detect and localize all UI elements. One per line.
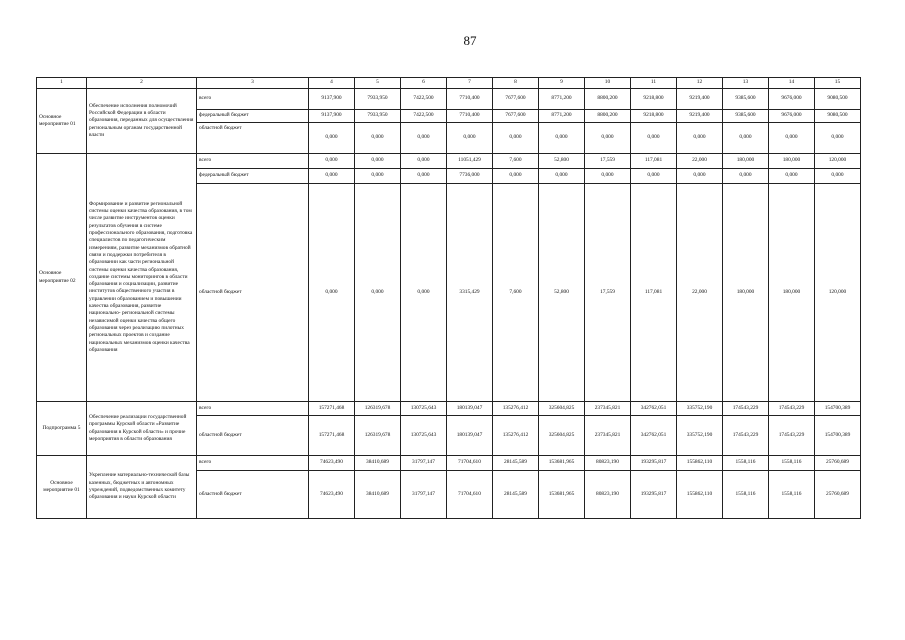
column-header: 6 bbox=[401, 78, 447, 89]
value-cell: 71704,610 bbox=[447, 456, 493, 471]
column-header: 9 bbox=[539, 78, 585, 89]
value-cell: 0,000 bbox=[677, 169, 723, 184]
value-cell: 17,559 bbox=[585, 154, 631, 169]
value-cell: 9219,400 bbox=[677, 89, 723, 110]
column-header: 13 bbox=[723, 78, 769, 89]
column-header: 5 bbox=[355, 78, 401, 89]
value-cell: 335752,190 bbox=[677, 402, 723, 416]
value-cell: 7,600 bbox=[493, 184, 539, 402]
value-cell: 180,000 bbox=[769, 184, 815, 402]
value-cell: 180139,047 bbox=[447, 402, 493, 416]
value-cell: 0,000 bbox=[631, 169, 677, 184]
value-cell: 0,000 bbox=[493, 123, 539, 154]
value-cell: 9385,600 bbox=[723, 110, 769, 123]
value-cell: 0,000 bbox=[355, 169, 401, 184]
value-cell: 0,000 bbox=[401, 169, 447, 184]
value-cell: 0,000 bbox=[493, 169, 539, 184]
table-row bbox=[37, 456, 861, 471]
value-cell: 0,000 bbox=[309, 123, 355, 154]
program-name: Основное мероприятие 01 bbox=[37, 89, 87, 154]
program-description: Формирование и развитие региональной системы оценки качества образования, в том числе развитие инструментов оценки результатов обучения в системе профессионального образования, подготовка специалистов по педагогическим измерениям, развитие механизмов обратной связи и поддержки потребителя в образовании как части региональной системы оценки качества образования, создание системы мониторингов в области образования и социализации, развитие институтов общественного участия в управлении образованием и повышении качества образования, развитие национально- региональной системы независимой оценки качества общего образования через реализацию пилотных региональных проектов и создание национальных механизмов оценки качества образования bbox=[87, 154, 197, 402]
program-description: Укрепление материально-технической базы казенных, бюджетных и автономных учреждений, подведомственных комитету образования и науки Курской области bbox=[87, 456, 197, 519]
value-cell: 0,000 bbox=[309, 169, 355, 184]
value-cell: 9080,500 bbox=[815, 89, 861, 110]
value-cell: 9218,800 bbox=[631, 89, 677, 110]
value-cell: 0,000 bbox=[677, 123, 723, 154]
value-cell: 155862,110 bbox=[677, 471, 723, 519]
value-cell: 237345,821 bbox=[585, 402, 631, 416]
value-cell: 342762,051 bbox=[631, 416, 677, 456]
value-cell: 25760,689 bbox=[815, 471, 861, 519]
value-cell: 8771,200 bbox=[539, 110, 585, 123]
value-cell: 174543,229 bbox=[723, 416, 769, 456]
program-description: Обеспечение реализации государственной программы Курской области «Развитие образования в Курской области» и прочие мероприятия в области образования bbox=[87, 402, 197, 456]
table-row bbox=[37, 154, 861, 169]
value-cell: 0,000 bbox=[815, 123, 861, 154]
column-header: 2 bbox=[87, 78, 197, 89]
value-cell: 11051,429 bbox=[447, 154, 493, 169]
funding-source: федеральный бюджет bbox=[197, 110, 309, 123]
value-cell: 9218,800 bbox=[631, 110, 677, 123]
value-cell: 0,000 bbox=[769, 169, 815, 184]
column-header: 12 bbox=[677, 78, 723, 89]
value-cell: 71704,610 bbox=[447, 471, 493, 519]
value-cell: 7677,600 bbox=[493, 89, 539, 110]
value-cell: 7710,400 bbox=[447, 89, 493, 110]
value-cell: 3315,429 bbox=[447, 184, 493, 402]
funding-source: всего bbox=[197, 89, 309, 110]
value-cell: 9137,900 bbox=[309, 89, 355, 110]
value-cell: 8800,200 bbox=[585, 89, 631, 110]
value-cell: 174543,229 bbox=[769, 416, 815, 456]
value-cell: 180,000 bbox=[769, 154, 815, 169]
column-header: 1 bbox=[37, 78, 87, 89]
program-name: Основное мероприятие 01 bbox=[37, 456, 87, 519]
value-cell: 0,000 bbox=[401, 154, 447, 169]
value-cell: 325604,825 bbox=[539, 402, 585, 416]
value-cell: 130725,643 bbox=[401, 402, 447, 416]
value-cell: 120,000 bbox=[815, 154, 861, 169]
value-cell: 9676,000 bbox=[769, 110, 815, 123]
column-header: 10 bbox=[585, 78, 631, 89]
value-cell: 325604,825 bbox=[539, 416, 585, 456]
value-cell: 80823,190 bbox=[585, 456, 631, 471]
value-cell: 117,081 bbox=[631, 184, 677, 402]
column-header: 7 bbox=[447, 78, 493, 89]
value-cell: 7,600 bbox=[493, 154, 539, 169]
value-cell: 1558,116 bbox=[769, 456, 815, 471]
value-cell: 1558,116 bbox=[769, 471, 815, 519]
value-cell: 154700,389 bbox=[815, 402, 861, 416]
value-cell: 0,000 bbox=[723, 169, 769, 184]
funding-source: всего bbox=[197, 154, 309, 169]
value-cell: 9219,400 bbox=[677, 110, 723, 123]
value-cell: 117,081 bbox=[631, 154, 677, 169]
value-cell: 9385,600 bbox=[723, 89, 769, 110]
value-cell: 157271,468 bbox=[309, 416, 355, 456]
value-cell: 7422,500 bbox=[401, 89, 447, 110]
value-cell: 174543,229 bbox=[769, 402, 815, 416]
value-cell: 180139,047 bbox=[447, 416, 493, 456]
column-header: 15 bbox=[815, 78, 861, 89]
header-row bbox=[37, 78, 861, 89]
value-cell: 25760,689 bbox=[815, 456, 861, 471]
value-cell: 74623,490 bbox=[309, 471, 355, 519]
table-row bbox=[37, 402, 861, 416]
value-cell: 126319,678 bbox=[355, 416, 401, 456]
page-number: 87 bbox=[463, 33, 477, 48]
value-cell: 31797,147 bbox=[401, 456, 447, 471]
value-cell: 38410,689 bbox=[355, 456, 401, 471]
column-header: 14 bbox=[769, 78, 815, 89]
value-cell: 157271,468 bbox=[309, 402, 355, 416]
value-cell: 135276,412 bbox=[493, 416, 539, 456]
program-name: Подпрограмма 5 bbox=[37, 402, 87, 456]
value-cell: 0,000 bbox=[815, 169, 861, 184]
funding-source: областной бюджет bbox=[197, 184, 309, 402]
value-cell: 0,000 bbox=[631, 123, 677, 154]
value-cell: 0,000 bbox=[401, 123, 447, 154]
column-header: 11 bbox=[631, 78, 677, 89]
value-cell: 80823,190 bbox=[585, 471, 631, 519]
value-cell: 7933,950 bbox=[355, 89, 401, 110]
value-cell: 0,000 bbox=[539, 123, 585, 154]
value-cell: 17,559 bbox=[585, 184, 631, 402]
value-cell: 28145,589 bbox=[493, 471, 539, 519]
value-cell: 154700,389 bbox=[815, 416, 861, 456]
value-cell: 22,000 bbox=[677, 184, 723, 402]
value-cell: 0,000 bbox=[401, 184, 447, 402]
value-cell: 0,000 bbox=[585, 169, 631, 184]
value-cell: 1558,116 bbox=[723, 471, 769, 519]
value-cell: 28145,589 bbox=[493, 456, 539, 471]
value-cell: 31797,147 bbox=[401, 471, 447, 519]
value-cell: 9137,900 bbox=[309, 110, 355, 123]
value-cell: 0,000 bbox=[585, 123, 631, 154]
funding-source: всего bbox=[197, 402, 309, 416]
value-cell: 126319,678 bbox=[355, 402, 401, 416]
value-cell: 120,000 bbox=[815, 184, 861, 402]
program-name: Основное мероприятие 02 bbox=[37, 154, 87, 402]
value-cell: 180,000 bbox=[723, 154, 769, 169]
value-cell: 74623,490 bbox=[309, 456, 355, 471]
table-row bbox=[37, 89, 861, 110]
value-cell: 7677,600 bbox=[493, 110, 539, 123]
value-cell: 1558,116 bbox=[723, 456, 769, 471]
value-cell: 7933,950 bbox=[355, 110, 401, 123]
value-cell: 193295,817 bbox=[631, 471, 677, 519]
value-cell: 0,000 bbox=[309, 154, 355, 169]
value-cell: 8800,200 bbox=[585, 110, 631, 123]
value-cell: 0,000 bbox=[355, 184, 401, 402]
column-header: 8 bbox=[493, 78, 539, 89]
value-cell: 52,800 bbox=[539, 184, 585, 402]
value-cell: 7736,000 bbox=[447, 169, 493, 184]
value-cell: 0,000 bbox=[769, 123, 815, 154]
value-cell: 153681,965 bbox=[539, 456, 585, 471]
value-cell: 155862,110 bbox=[677, 456, 723, 471]
value-cell: 7422,500 bbox=[401, 110, 447, 123]
value-cell: 0,000 bbox=[539, 169, 585, 184]
value-cell: 0,000 bbox=[447, 123, 493, 154]
value-cell: 52,800 bbox=[539, 154, 585, 169]
value-cell: 0,000 bbox=[355, 123, 401, 154]
value-cell: 335752,190 bbox=[677, 416, 723, 456]
value-cell: 7710,400 bbox=[447, 110, 493, 123]
funding-source: областной бюджет bbox=[197, 123, 309, 154]
value-cell: 193295,817 bbox=[631, 456, 677, 471]
value-cell: 38410,689 bbox=[355, 471, 401, 519]
value-cell: 342762,051 bbox=[631, 402, 677, 416]
value-cell: 237345,821 bbox=[585, 416, 631, 456]
program-description: Обеспечение исполнения полномочий Российской Федерации в области образования, переданных для осуществления региональным органам государственной власти bbox=[87, 89, 197, 154]
value-cell: 174543,229 bbox=[723, 402, 769, 416]
value-cell: 135276,412 bbox=[493, 402, 539, 416]
funding-source: федеральный бюджет bbox=[197, 169, 309, 184]
value-cell: 22,000 bbox=[677, 154, 723, 169]
value-cell: 0,000 bbox=[355, 154, 401, 169]
funding-source: областной бюджет bbox=[197, 416, 309, 456]
value-cell: 9080,500 bbox=[815, 110, 861, 123]
column-header: 4 bbox=[309, 78, 355, 89]
value-cell: 153681,965 bbox=[539, 471, 585, 519]
column-header: 3 bbox=[197, 78, 309, 89]
value-cell: 8771,200 bbox=[539, 89, 585, 110]
value-cell: 0,000 bbox=[723, 123, 769, 154]
value-cell: 130725,643 bbox=[401, 416, 447, 456]
funding-source: всего bbox=[197, 456, 309, 471]
value-cell: 0,000 bbox=[309, 184, 355, 402]
value-cell: 9676,000 bbox=[769, 89, 815, 110]
funding-source: областной бюджет bbox=[197, 471, 309, 519]
budget-table bbox=[36, 77, 861, 519]
value-cell: 180,000 bbox=[723, 184, 769, 402]
